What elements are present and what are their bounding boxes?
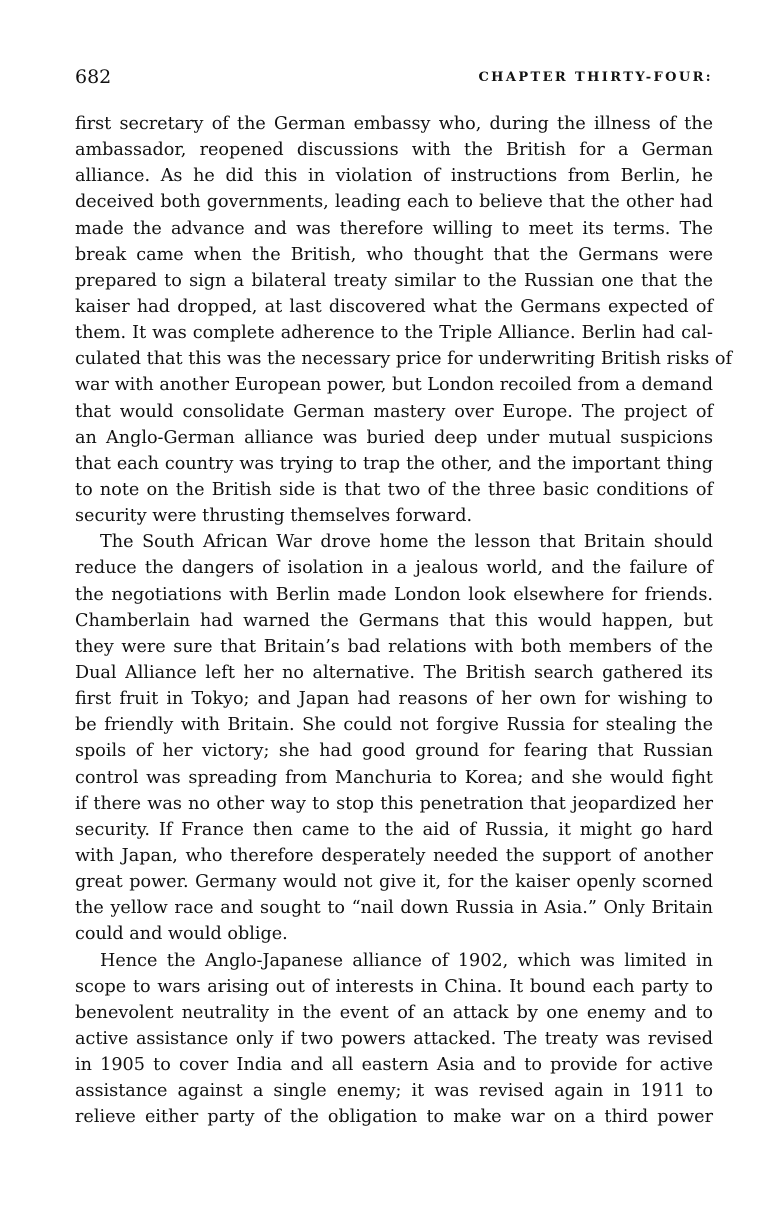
body-text [75,111,732,1130]
text-line: The South African War drove home the lesson that Britain should [100,532,713,553]
text-line: in 1905 to cover India and all eastern Asia and to provide for active [75,1055,713,1076]
text-line: alliance. As he did this in violation of instructions from Berlin, he [75,166,713,187]
text-line: war with another European power, but London recoiled from a demand [75,375,713,396]
text-line: deceived both governments, leading each to believe that the other had [75,192,713,213]
paragraph [75,948,713,1131]
text-line: that each country was trying to trap the other, and the important thing [75,453,713,474]
text-line: prepared to sign a bilateral treaty similar to the Russian one that the [75,270,713,291]
text-line: they were sure that Britain’s bad relations with both members of the [75,636,713,657]
text-line: them. It was complete adherence to the Triple Alliance. Berlin had cal- [75,323,713,344]
text-line: benevolent neutrality in the event of an attack by one enemy and to [75,1002,713,1023]
text-line: to note on the British side is that two of the three basic conditions of [75,479,713,500]
text-line: Dual Alliance left her no alternative. The British search gathered its [75,662,713,683]
text-line: made the advance and was therefore willing to meet its terms. The [75,218,713,239]
text-line: ambassador, reopened discussions with the British for a German [75,140,713,161]
text-line: if there was no other way to stop this penetration that jeopardized her [75,793,713,814]
text-line: reduce the dangers of isolation in a jealous world, and the failure of [75,558,713,579]
text-line: the yellow race and sought to “nail down Russia in Asia.” Only Britain [75,898,713,919]
text-line: assistance against a single enemy; it was revised again in 1911 to [75,1081,713,1102]
text-line: kaiser had dropped, at last discovered what the Germans expected of [75,296,713,317]
chapter-heading: CHAPTER THIRTY-FOUR: [478,70,713,85]
paragraph [75,111,732,529]
text-line: first fruit in Tokyo; and Japan had reasons of her own for wishing to [75,689,713,710]
text-line: Chamberlain had warned the Germans that this would happen, but [75,610,713,631]
text-line: break came when the British, who thought that the Germans were [75,244,713,265]
text-line: an Anglo-German alliance was buried deep under mutual suspicions [75,427,713,448]
text-line: with Japan, who therefore desperately needed the support of another [75,845,713,866]
running-head [75,64,713,94]
text-line: first secretary of the German embassy who, during the illness of the [75,114,713,134]
text-line: the negotiations with Berlin made London look elsewhere for friends. [75,584,713,605]
text-line: great power. Germany would not give it, for the kaiser openly scorned [75,872,713,893]
text-line: relieve either party of the obligation to make war on a third power [75,1107,713,1128]
text-line: active assistance only if two powers attacked. The treaty was revised [75,1028,713,1049]
text-line: control was spreading from Manchuria to Korea; and she would fight [75,767,713,788]
text-line: could and would oblige. [75,924,288,945]
text-line: that would consolidate German mastery over Europe. The project of [75,401,713,422]
text-line: scope to wars arising out of interests in China. It bound each party to [75,976,713,997]
text-line: spoils of her victory; she had good ground for fearing that Russian [75,741,713,762]
paragraph [75,529,713,947]
text-line: security were thrusting themselves forward. [75,506,473,527]
text-line: security. If France then came to the aid of Russia, it might go hard [75,819,713,840]
text-line: be friendly with Britain. She could not forgive Russia for stealing the [75,715,713,736]
text-line: Hence the Anglo-Japanese alliance of 1902, which was limited in [100,950,713,971]
text-line: culated that this was the necessary price for underwriting British risks of [75,349,732,370]
page-number: 682 [75,66,112,88]
